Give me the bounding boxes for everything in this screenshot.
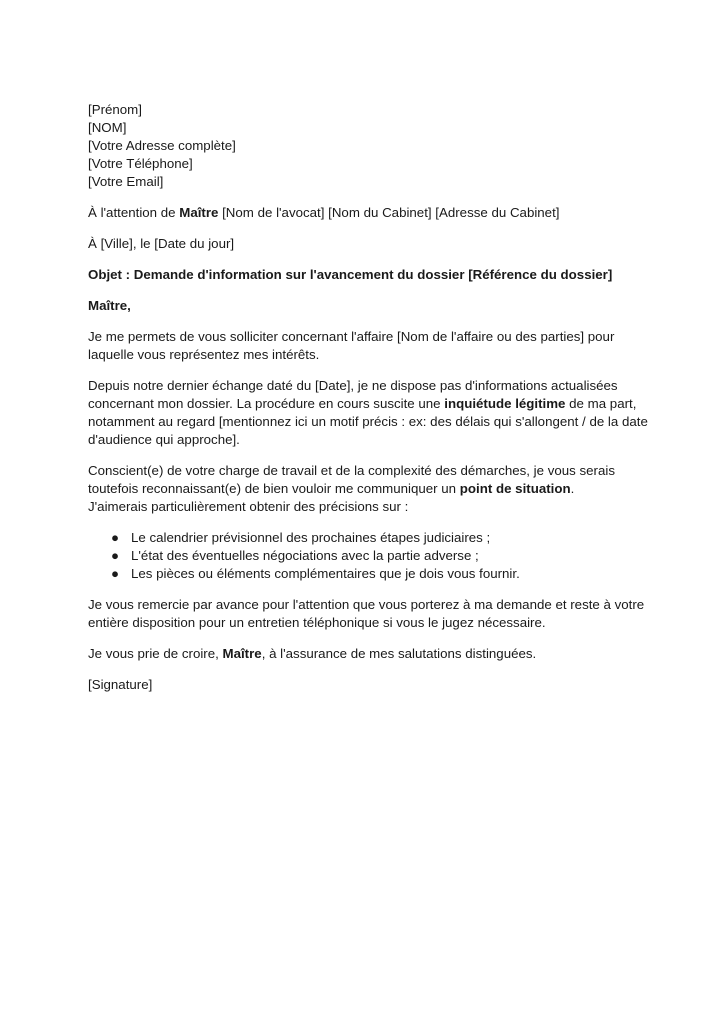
paragraph-request-before: Conscient(e) de votre charge de travail et de la complexité des démarches, je vous serais toutefois reconnaissant(e) de bien vouloir me communiquer un [88, 463, 615, 496]
place-date: À [Ville], le [Date du jour] [88, 236, 235, 251]
list-item [88, 547, 648, 565]
recipient-line [88, 204, 648, 222]
paragraph-request-after: . [570, 481, 575, 496]
bullet-icon: ● [111, 566, 120, 581]
recipient-title: Maître [179, 205, 219, 220]
paragraph-request [88, 462, 648, 516]
sender-email: [Votre Email] [88, 174, 164, 189]
recipient-prefix: À l'attention de [88, 205, 180, 220]
salutation: Maître, [88, 298, 131, 313]
paragraph-context-after: de ma part, notamment au regard [mentionnez ici un motif précis : ex: des délais qui s'allongent / de la date d'audience qui approche]. [88, 396, 648, 447]
bullet-icon: ● [111, 530, 120, 545]
list-item-text: Les pièces ou éléments complémentaires que je dois vous fournir. [131, 566, 520, 581]
closing-bold: Maître [222, 646, 262, 661]
paragraph-thanks: Je vous remercie par avance pour l'attention que vous porterez à ma demande et reste à votre entière disposition pour un entretien téléphonique si vous le jugez nécessaire. [88, 597, 645, 630]
paragraph-context [88, 377, 648, 449]
bullet-icon: ● [111, 548, 120, 563]
closing-before: Je vous prie de croire, [88, 646, 223, 661]
paragraph-context-bold: inquiétude légitime [444, 396, 566, 411]
recipient-details: [Nom de l'avocat] [Nom du Cabinet] [Adresse du Cabinet] [218, 205, 560, 220]
paragraph-context-before: Depuis notre dernier échange daté du [Date], je ne dispose pas d'informations actualisées concernant mon dossier. La procédure en cours suscite une [88, 378, 618, 411]
list-item-text: Le calendrier prévisionnel des prochaines étapes judiciaires ; [131, 530, 491, 545]
list-item [88, 565, 648, 583]
closing-formula [88, 645, 648, 663]
bullet-list [88, 529, 648, 583]
paragraph-intro: Je me permets de vous solliciter concernant l'affaire [Nom de l'affaire ou des parties] pour laquelle vous représentez mes intérêts. [88, 329, 615, 362]
paragraph-request-line2: J'aimerais particulièrement obtenir des précisions sur : [88, 499, 409, 514]
list-item-text: L'état des éventuelles négociations avec la partie adverse ; [131, 548, 479, 563]
paragraph-request-bold: point de situation [459, 481, 571, 496]
sender-block [88, 101, 648, 191]
sender-first-name: [Prénom] [88, 102, 142, 117]
sender-phone: [Votre Téléphone] [88, 156, 193, 171]
sender-address: [Votre Adresse complète] [88, 138, 236, 153]
signature: [Signature] [88, 677, 153, 692]
subject-line: Objet : Demande d'information sur l'avancement du dossier [Référence du dossier] [88, 267, 613, 282]
list-item [88, 529, 648, 547]
sender-last-name: [NOM] [88, 120, 127, 135]
closing-after: , à l'assurance de mes salutations distinguées. [261, 646, 537, 661]
letter-page [88, 101, 648, 694]
